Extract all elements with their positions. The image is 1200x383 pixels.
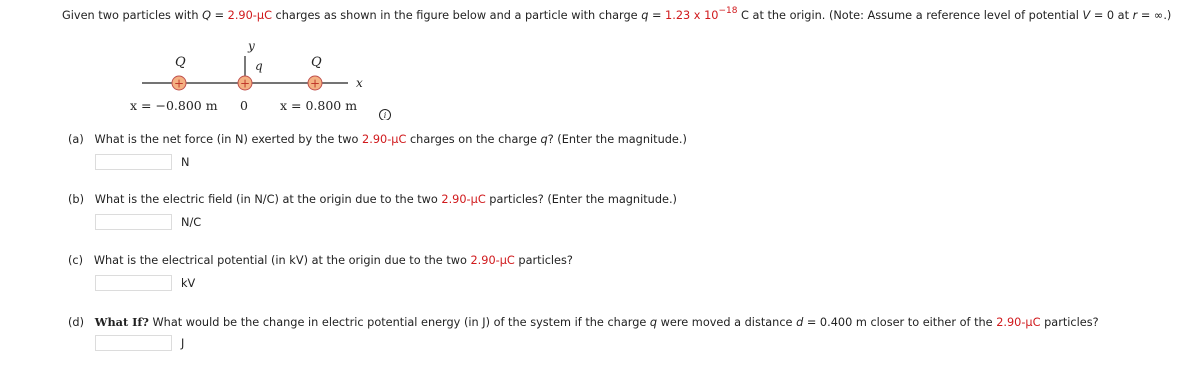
- question-text: What is the net force (in N) exerted by the two: [94, 133, 363, 146]
- question-text-4: particles?: [1040, 316, 1099, 329]
- answer-d-input[interactable]: [95, 335, 172, 351]
- q-symbol: q: [649, 316, 658, 329]
- unit-b: N/C: [181, 216, 202, 229]
- answer-b-input[interactable]: [95, 214, 172, 230]
- charge-value: 2.90-μC: [470, 254, 515, 267]
- Q-symbol: Q: [202, 9, 211, 22]
- info-circle-icon[interactable]: [380, 110, 391, 121]
- charge-value: 2.90-μC: [362, 133, 407, 146]
- question-b: [68, 193, 677, 207]
- question-text: What would be the change in electric potential energy (in J) of the system if the charge: [148, 316, 650, 329]
- problem-intro: [62, 6, 1172, 23]
- question-text: What is the electrical potential (in kV) at the origin due to the two: [93, 254, 471, 267]
- q-value: 1.23 x 10: [665, 9, 719, 22]
- plus-left: +: [173, 76, 185, 91]
- question-text-2: were moved a distance: [657, 316, 797, 329]
- question-label: (a): [68, 133, 84, 146]
- x-right-tick: x = 0.800 m: [280, 98, 358, 113]
- answer-a-input[interactable]: [95, 154, 172, 170]
- question-label: (b): [68, 193, 84, 206]
- question-text-3: = 0.400 m closer to either of the: [803, 316, 997, 329]
- question-a: [68, 133, 687, 147]
- unit-a: N: [181, 156, 190, 169]
- equals: =: [211, 9, 228, 22]
- question-label: (c): [68, 254, 84, 267]
- x-zero-tick: 0: [240, 98, 248, 113]
- question-text-2: particles?: [514, 254, 573, 267]
- Q-right-label: Q: [311, 55, 322, 70]
- y-axis-label: y: [248, 39, 255, 53]
- q-symbol: q: [641, 9, 649, 22]
- V-symbol: V: [1082, 9, 1091, 22]
- question-c: [68, 254, 573, 268]
- question-label: (d): [68, 316, 84, 329]
- unit-d: J: [181, 337, 185, 350]
- Q-left-label: Q: [175, 55, 186, 70]
- charge-figure: [120, 36, 410, 120]
- intro-text-3: C at the origin. (Note: Assume a reference level of potential: [737, 9, 1083, 22]
- charge-value: 2.90-μC: [441, 193, 486, 206]
- q-exponent: −18: [718, 6, 738, 17]
- question-d: [68, 315, 1099, 330]
- plus-right: +: [309, 76, 321, 91]
- intro-text: Given two particles with: [62, 9, 203, 22]
- charge-value: 2.90-μC: [996, 316, 1041, 329]
- q-symbol: q: [540, 133, 548, 146]
- intro-text-4: = 0 at: [1090, 9, 1133, 22]
- intro-text-5: = ∞.): [1137, 9, 1172, 22]
- plus-center: +: [239, 76, 251, 91]
- equals: =: [648, 9, 666, 22]
- answer-c-input[interactable]: [95, 275, 172, 291]
- question-text-2: particles? (Enter the magnitude.): [485, 193, 677, 206]
- question-text-3: ? (Enter the magnitude.): [547, 133, 687, 146]
- unit-c: kV: [181, 277, 196, 290]
- what-if-label: What If?: [94, 315, 149, 329]
- Q-value: 2.90-μC: [227, 9, 272, 22]
- x-left-tick: x = −0.800 m: [130, 98, 218, 113]
- question-text: What is the electric field (in N/C) at the origin due to the two: [94, 193, 442, 206]
- q-label: q: [255, 59, 263, 73]
- intro-text-2: charges as shown in the figure below and a particle with charge: [271, 9, 642, 22]
- question-text-2: charges on the charge: [406, 133, 541, 146]
- svg-text:i: i: [383, 111, 387, 120]
- r-symbol: r: [1132, 9, 1138, 22]
- x-axis-label: x: [356, 76, 363, 90]
- d-symbol: d: [796, 316, 804, 329]
